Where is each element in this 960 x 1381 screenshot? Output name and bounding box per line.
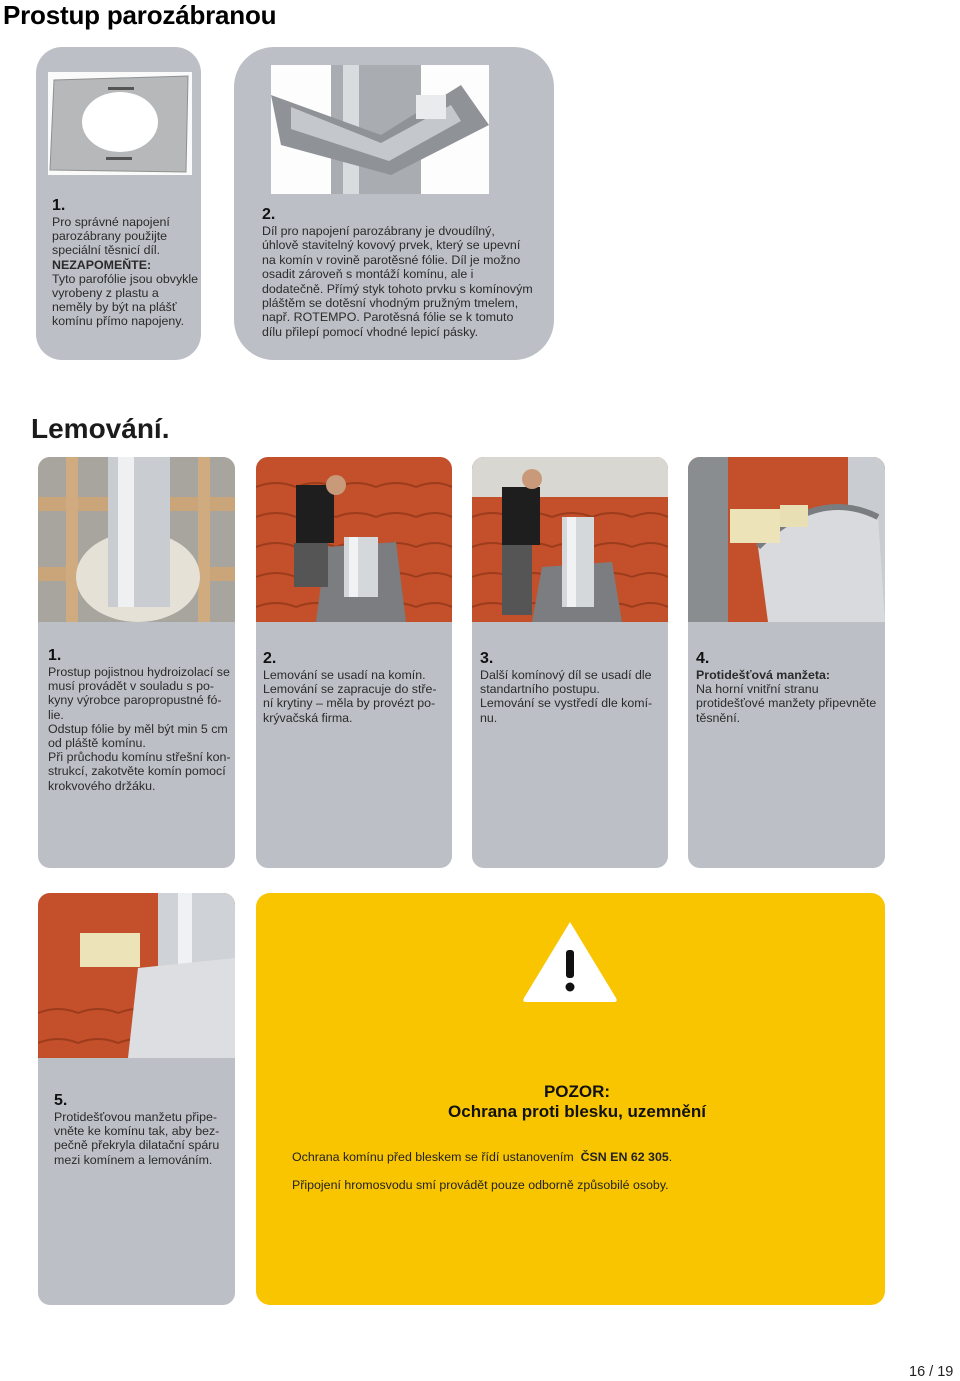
text-line: dílu přilepí pomocí vhodné lepicí pásky.	[262, 324, 479, 339]
step-number: 3.	[480, 650, 494, 667]
text-line: Lemování se vystředí dle komí-	[480, 696, 653, 711]
step-number: 4.	[696, 650, 710, 667]
text-line: lie.	[48, 707, 64, 722]
step-number: 2.	[263, 650, 277, 667]
text-line: vněte ke komínu tak, aby bez-	[54, 1124, 220, 1139]
text-line: speciální těsnicí díl.	[52, 243, 161, 258]
text-line: vyrobeny z plastu a	[52, 286, 159, 301]
photo-chimney-roof-frame	[38, 457, 235, 622]
text-line: dodatečně. Přímý styk tohoto prvku s komínovým	[262, 281, 533, 296]
text-line: Odstup fólie by měl být min 5 cm	[48, 721, 228, 736]
warning-triangle-icon	[520, 918, 620, 1004]
text-line: osadit zároveň s montáží komínu, ale i	[262, 267, 474, 282]
text-line: Díl pro napojení parozábrany je dvoudílný,	[262, 224, 495, 238]
text-line: od pláště komínu.	[48, 736, 146, 751]
text-line: Další komínový díl se usadí dle	[480, 668, 652, 682]
section-title-flashing: Lemování.	[31, 413, 170, 444]
text-line: Na horní vnitřní stranu	[696, 682, 819, 697]
text-line: Prostup pojistnou hydroizolací se	[48, 665, 230, 679]
text-line: Při průchodu komínu střešní kon-	[48, 750, 231, 765]
text-line: nu.	[480, 710, 498, 725]
warning-text-end: .	[668, 1150, 673, 1164]
text-line: Tyto parofólie jsou obvykle	[52, 271, 199, 286]
text-line: krývačská firma.	[263, 710, 353, 725]
photo-rain-collar-mounted	[38, 893, 235, 1058]
text-line: komínu přímo napojeny.	[52, 314, 185, 329]
section-title-vapor-barrier: Prostup parozábranou	[3, 0, 277, 30]
text-line: Protidešťovou manžetu připe-	[54, 1110, 218, 1124]
text-line: na komín v rovině parotěsné fólie. Díl je možno	[262, 252, 521, 267]
warning-line-1	[292, 1150, 672, 1164]
text-line: protidešťové manžety připevněte	[696, 696, 877, 711]
text-line: ní krytiny – měla by provézt po-	[263, 696, 436, 711]
step-1-text	[52, 197, 202, 329]
note-label: NEZAPOMEŇTE:	[52, 257, 152, 272]
warning-title	[256, 1082, 898, 1122]
flashing-step-1-text	[48, 647, 233, 793]
text-line: krokvového držáku.	[48, 778, 156, 793]
step-number: 5.	[54, 1092, 68, 1109]
text-line: pláštěm se dotěsní vhodným pružným tmelem,	[262, 296, 519, 311]
text-line: pečně překryla dilatační spáru	[54, 1138, 220, 1153]
text-line: neměly by být na plášť	[52, 300, 177, 315]
photo-roofer-chimney-section	[472, 457, 668, 622]
step-4-title: Protidešťová manžeta:	[696, 668, 831, 682]
photo-rain-collar-gasket	[688, 457, 885, 622]
flashing-step-4-text	[696, 650, 881, 725]
warning-heading: POZOR:	[543, 1082, 611, 1101]
page-number: 16 / 19	[909, 1364, 954, 1380]
photo-roofer-placing-flashing	[256, 457, 452, 622]
standard-reference: ČSN EN 62 305	[580, 1150, 669, 1164]
text-line: standartního postupu.	[480, 682, 600, 697]
step-number: 2.	[262, 206, 276, 223]
text-line: např. ROTEMPO. Parotěsná fólie se k tomuto	[262, 310, 514, 325]
warning-subtitle: Ochrana proti blesku, uzemnění	[448, 1102, 706, 1121]
text-line: strukcí, zakotvěte komín pomocí	[48, 764, 226, 779]
text-line: kyny výrobce paropropustné fó-	[48, 693, 222, 708]
text-line: Lemování se zapracuje do stře-	[263, 682, 437, 697]
text-line: musí provádět v souladu s po-	[48, 679, 214, 694]
text-line: úhlově stavitelný kovový prvek, který se upevní	[262, 238, 521, 253]
step-number: 1.	[52, 197, 66, 214]
text-line: Pro správné napojení	[52, 215, 170, 229]
photo-vapor-barrier-part	[271, 65, 489, 194]
photo-sealing-plate	[48, 72, 192, 175]
text-line: parozábrany použijte	[52, 229, 168, 244]
step-2-text	[262, 206, 547, 339]
warning-line-2: Připojení hromosvodu smí provádět pouze odborně způsobilé osoby.	[292, 1178, 669, 1192]
text-line: mezi komínem a lemováním.	[54, 1152, 213, 1167]
text-line: Lemování se usadí na komín.	[263, 668, 426, 682]
step-number: 1.	[48, 647, 62, 664]
text-line: těsnění.	[696, 710, 741, 725]
warning-text: Ochrana komínu před bleskem se řídí ustanovením	[292, 1150, 574, 1164]
flashing-step-2-text	[263, 650, 448, 725]
flashing-step-5-text	[54, 1092, 234, 1167]
flashing-step-3-text	[480, 650, 665, 725]
